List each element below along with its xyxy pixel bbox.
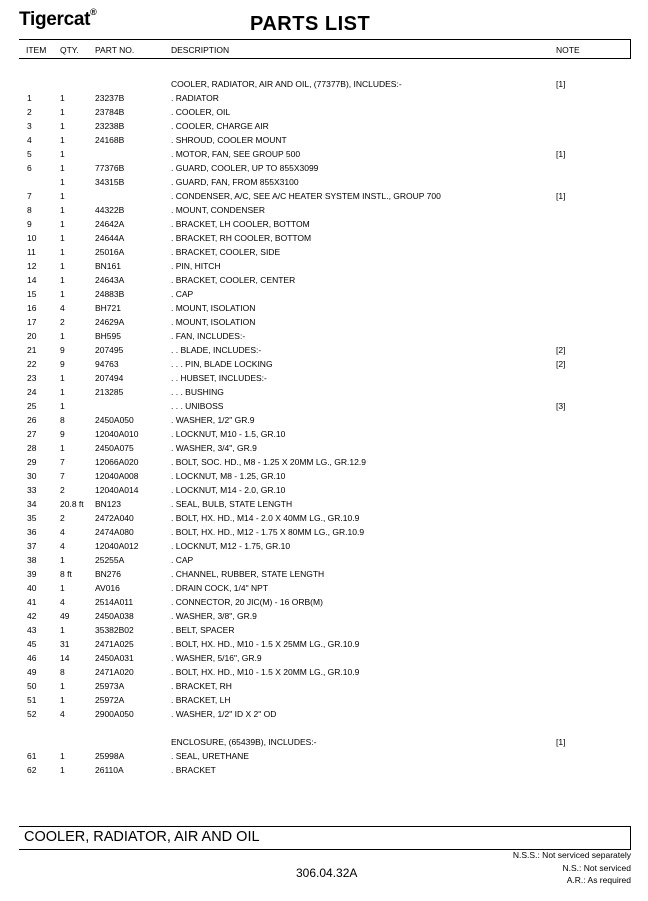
row-part-number: 77376B [95, 163, 125, 173]
page-number: 306.04.32A [296, 866, 358, 880]
column-header-part: PART NO. [95, 45, 135, 55]
table-row [0, 679, 648, 693]
row-qty: 1 [60, 583, 65, 593]
row-item: 50 [27, 681, 37, 691]
table-row [0, 567, 648, 581]
table-row [0, 245, 648, 259]
row-description: . WASHER, 5/16", GR.9 [171, 653, 262, 663]
row-description: . BOLT, HX. HD., M10 - 1.5 X 25MM LG., GR.10.9 [171, 639, 360, 649]
column-header-item: ITEM [26, 45, 47, 55]
row-part-number: 25972A [95, 695, 125, 705]
table-row [0, 217, 648, 231]
row-item: 26 [27, 415, 37, 425]
row-description: . BOLT, HX. HD., M14 - 2.0 X 40MM LG., GR.10.9 [171, 513, 360, 523]
column-header-qty: QTY. [60, 45, 79, 55]
row-item: 14 [27, 275, 37, 285]
row-description: . FAN, INCLUDES:- [171, 331, 246, 341]
row-description: . DRAIN COCK, 1/4" NPT [171, 583, 269, 593]
row-part-number: 24643A [95, 275, 125, 285]
brand-mark: ® [90, 6, 97, 17]
row-item: 25 [27, 401, 37, 411]
row-note: [1] [556, 79, 566, 89]
row-qty: 1 [60, 93, 65, 103]
table-row [0, 175, 648, 189]
row-description: . . . BUSHING [171, 387, 224, 397]
row-description: . BRACKET [171, 765, 216, 775]
row-item: 39 [27, 569, 37, 579]
row-item: 5 [27, 149, 32, 159]
row-description: . CAP [171, 289, 194, 299]
column-header-note: NOTE [556, 45, 580, 55]
row-qty: 1 [60, 373, 65, 383]
row-item: 46 [27, 653, 37, 663]
row-item: 10 [27, 233, 37, 243]
row-description: . . HUBSET, INCLUDES:- [171, 373, 267, 383]
row-description: . BRACKET, LH [171, 695, 231, 705]
row-part-number: 94763 [95, 359, 119, 369]
row-part-number: 23237B [95, 93, 125, 103]
row-item: 15 [27, 289, 37, 299]
table-row [0, 203, 648, 217]
row-qty: 4 [60, 303, 65, 313]
row-description: . SHROUD, COOLER MOUNT [171, 135, 287, 145]
row-qty: 31 [60, 639, 70, 649]
table-row [0, 147, 648, 161]
row-part-number: 23238B [95, 121, 125, 131]
row-description: . MOTOR, FAN, SEE GROUP 500 [171, 149, 301, 159]
row-description: . . . PIN, BLADE LOCKING [171, 359, 273, 369]
row-qty: 1 [60, 107, 65, 117]
row-part-number: 25255A [95, 555, 125, 565]
row-qty: 1 [60, 177, 65, 187]
row-qty: 1 [60, 163, 65, 173]
row-part-number: 2472A040 [95, 513, 134, 523]
row-part-number: 2514A011 [95, 597, 134, 607]
row-qty: 1 [60, 289, 65, 299]
row-item: 40 [27, 583, 37, 593]
table-row [0, 721, 648, 735]
row-description: . . . UNIBOSS [171, 401, 224, 411]
row-qty: 9 [60, 359, 65, 369]
row-item: 41 [27, 597, 37, 607]
row-qty: 7 [60, 457, 65, 467]
row-part-number: 26110A [95, 765, 124, 775]
row-item: 43 [27, 625, 37, 635]
row-qty: 1 [60, 765, 65, 775]
row-part-number: 12040A008 [95, 471, 139, 481]
row-item: 4 [27, 135, 32, 145]
row-item: 23 [27, 373, 37, 383]
row-part-number: 24168B [95, 135, 125, 145]
table-row [0, 651, 648, 665]
row-description: . LOCKNUT, M12 - 1.75, GR.10 [171, 541, 291, 551]
row-qty: 8 [60, 415, 65, 425]
row-part-number: 2450A038 [95, 611, 134, 621]
row-description: . CHANNEL, RUBBER, STATE LENGTH [171, 569, 325, 579]
row-part-number: 24883B [95, 289, 125, 299]
row-part-number: 34315B [95, 177, 125, 187]
table-row [0, 539, 648, 553]
row-item: 34 [27, 499, 37, 509]
row-item: 33 [27, 485, 37, 495]
table-row [0, 735, 648, 749]
row-item: 52 [27, 709, 37, 719]
row-qty: 1 [60, 219, 65, 229]
row-item: 9 [27, 219, 32, 229]
row-description: . CONNECTOR, 20 JIC(M) - 16 ORB(M) [171, 597, 323, 607]
row-part-number: 23784B [95, 107, 125, 117]
row-part-number: BH595 [95, 331, 121, 341]
row-item: 11 [27, 247, 36, 257]
table-row [0, 623, 648, 637]
table-row [0, 455, 648, 469]
row-item: 36 [27, 527, 37, 537]
row-item: 28 [27, 443, 37, 453]
row-description: . GUARD, COOLER, UP TO 855X3099 [171, 163, 319, 173]
table-row [0, 469, 648, 483]
row-item: 21 [27, 345, 37, 355]
row-item: 24 [27, 387, 37, 397]
row-note: [1] [556, 149, 566, 159]
row-note: [2] [556, 345, 566, 355]
row-description: . . BLADE, INCLUDES:- [171, 345, 262, 355]
row-part-number: 12040A010 [95, 429, 139, 439]
row-description: . MOUNT, CONDENSER [171, 205, 265, 215]
table-row [0, 511, 648, 525]
row-item: 22 [27, 359, 37, 369]
table-row [0, 315, 648, 329]
row-description: . WASHER, 3/4", GR.9 [171, 443, 257, 453]
row-qty: 9 [60, 345, 65, 355]
row-part-number: 2450A075 [95, 443, 134, 453]
row-qty: 1 [60, 149, 65, 159]
row-description: . BRACKET, COOLER, SIDE [171, 247, 281, 257]
row-part-number: 35382B02 [95, 625, 134, 635]
legend-nss: N.S.S.: Not serviced separately [512, 850, 631, 860]
row-part-number: AV016 [95, 583, 120, 593]
row-item: 1 [27, 93, 32, 103]
row-item: 42 [27, 611, 37, 621]
table-row [0, 609, 648, 623]
row-description: . BOLT, HX. HD., M10 - 1.5 X 20MM LG., GR.10.9 [171, 667, 360, 677]
table-row [0, 77, 648, 91]
row-qty: 1 [60, 401, 65, 411]
row-qty: 1 [60, 751, 65, 761]
row-qty: 1 [60, 443, 65, 453]
row-part-number: 12066A020 [95, 457, 139, 467]
row-item: 17 [27, 317, 37, 327]
row-part-number: 207495 [95, 345, 124, 355]
row-note: [1] [556, 191, 566, 201]
row-description: . BOLT, HX. HD., M12 - 1.75 X 80MM LG., GR.10.9 [171, 527, 365, 537]
row-qty: 1 [60, 233, 65, 243]
page-title: PARTS LIST [250, 13, 371, 35]
row-part-number: 44322B [95, 205, 125, 215]
row-description: ENCLOSURE, (65439B), INCLUDES:- [171, 737, 317, 747]
row-item: 2 [27, 107, 32, 117]
row-item: 16 [27, 303, 37, 313]
row-description: . COOLER, OIL [171, 107, 231, 117]
table-row [0, 287, 648, 301]
row-item: 7 [27, 191, 32, 201]
row-qty: 49 [60, 611, 70, 621]
table-row [0, 385, 648, 399]
row-qty: 1 [60, 205, 65, 215]
row-qty: 1 [60, 261, 65, 271]
row-part-number: 2450A050 [95, 415, 134, 425]
row-description: . BRACKET, LH COOLER, BOTTOM [171, 219, 310, 229]
row-qty: 1 [60, 135, 65, 145]
row-part-number: 12040A014 [95, 485, 139, 495]
table-row [0, 119, 648, 133]
row-item: 30 [27, 471, 37, 481]
row-part-number: 12040A012 [95, 541, 139, 551]
row-qty: 1 [60, 695, 65, 705]
row-part-number: 2450A031 [95, 653, 134, 663]
row-note: [2] [556, 359, 566, 369]
table-row [0, 749, 648, 763]
row-description: . BRACKET, RH [171, 681, 232, 691]
row-part-number: 2471A020 [95, 667, 134, 677]
table-row [0, 273, 648, 287]
row-qty: 4 [60, 709, 65, 719]
row-item: 29 [27, 457, 37, 467]
row-note: [3] [556, 401, 566, 411]
row-part-number: 24629A [95, 317, 125, 327]
table-row [0, 133, 648, 147]
row-part-number: 25016A [95, 247, 125, 257]
row-part-number: BN276 [95, 569, 121, 579]
row-description: . CAP [171, 555, 194, 565]
row-item: 38 [27, 555, 37, 565]
row-part-number: 25973A [95, 681, 125, 691]
row-item: 12 [27, 261, 37, 271]
table-row [0, 413, 648, 427]
table-row [0, 707, 648, 721]
table-row [0, 595, 648, 609]
table-row [0, 105, 648, 119]
row-qty: 1 [60, 247, 65, 257]
row-note: [1] [556, 737, 566, 747]
row-qty: 1 [60, 555, 65, 565]
table-row [0, 329, 648, 343]
row-part-number: BN161 [95, 261, 121, 271]
row-qty: 4 [60, 597, 65, 607]
row-part-number: 213285 [95, 387, 124, 397]
row-qty: 1 [60, 275, 65, 285]
row-description: . SEAL, URETHANE [171, 751, 249, 761]
table-row [0, 553, 648, 567]
table-row [0, 231, 648, 245]
table-row [0, 497, 648, 511]
legend-ns: N.S.: Not serviced [562, 862, 631, 873]
row-description: . WASHER, 1/2" GR.9 [171, 415, 255, 425]
row-description: . SEAL, BULB, STATE LENGTH [171, 499, 293, 509]
table-row [0, 693, 648, 707]
table-row [0, 581, 648, 595]
row-qty: 4 [60, 541, 65, 551]
row-description: COOLER, RADIATOR, AIR AND OIL, (77377B), INCLUDES:- [171, 79, 402, 89]
abbreviation-legend [513, 849, 631, 887]
row-description: . WASHER, 1/2" ID X 2" OD [171, 709, 277, 719]
legend-ar: A.R.: As required [566, 875, 631, 885]
row-part-number: 207494 [95, 373, 124, 383]
parts-table [0, 77, 648, 777]
row-part-number: 25998A [95, 751, 125, 761]
row-qty: 8 ft [60, 569, 72, 579]
row-description: . GUARD, FAN, FROM 855X3100 [171, 177, 299, 187]
table-row [0, 301, 648, 315]
row-description: . BRACKET, RH COOLER, BOTTOM [171, 233, 312, 243]
row-qty: 4 [60, 527, 65, 537]
row-qty: 20.8 ft [60, 499, 84, 509]
row-qty: 1 [60, 191, 65, 201]
row-qty: 2 [60, 317, 65, 327]
row-description: . CONDENSER, A/C, SEE A/C HEATER SYSTEM INSTL., GROUP 700 [171, 191, 441, 201]
row-description: . PIN, HITCH [171, 261, 221, 271]
row-part-number: BN123 [95, 499, 121, 509]
row-qty: 1 [60, 681, 65, 691]
row-qty: 2 [60, 485, 65, 495]
row-qty: 7 [60, 471, 65, 481]
row-qty: 1 [60, 625, 65, 635]
row-part-number: 24644A [95, 233, 125, 243]
row-item: 27 [27, 429, 37, 439]
table-row [0, 343, 648, 357]
row-qty: 8 [60, 667, 65, 677]
table-row [0, 525, 648, 539]
row-item: 35 [27, 513, 37, 523]
column-header-description: DESCRIPTION [171, 45, 230, 55]
brand-name: Tigercat [19, 9, 91, 30]
row-description: . BELT, SPACER [171, 625, 235, 635]
row-description: . MOUNT, ISOLATION [171, 303, 256, 313]
row-qty: 14 [60, 653, 70, 663]
row-description: . WASHER, 3/8", GR.9 [171, 611, 257, 621]
row-item: 62 [27, 765, 37, 775]
row-qty: 1 [60, 387, 65, 397]
row-item: 6 [27, 163, 32, 173]
table-row [0, 637, 648, 651]
table-row [0, 91, 648, 105]
row-description: . MOUNT, ISOLATION [171, 317, 256, 327]
row-description: . RADIATOR [171, 93, 219, 103]
table-row [0, 189, 648, 203]
row-item: 37 [27, 541, 37, 551]
row-item: 45 [27, 639, 37, 649]
row-item: 51 [27, 695, 37, 705]
row-item: 49 [27, 667, 37, 677]
table-row [0, 441, 648, 455]
table-row [0, 357, 648, 371]
row-part-number: 2471A025 [95, 639, 134, 649]
row-part-number: BH721 [95, 303, 121, 313]
row-description: . BOLT, SOC. HD., M8 - 1.25 X 20MM LG., GR.12.9 [171, 457, 366, 467]
row-description: . BRACKET, COOLER, CENTER [171, 275, 296, 285]
row-qty: 1 [60, 121, 65, 131]
table-row [0, 665, 648, 679]
table-row [0, 427, 648, 441]
table-row [0, 371, 648, 385]
table-row [0, 483, 648, 497]
section-title: COOLER, RADIATOR, AIR AND OIL [24, 829, 260, 845]
row-description: . LOCKNUT, M14 - 2.0, GR.10 [171, 485, 286, 495]
row-part-number: 2474A080 [95, 527, 134, 537]
row-description: . LOCKNUT, M8 - 1.25, GR.10 [171, 471, 286, 481]
row-part-number: 2900A050 [95, 709, 134, 719]
row-qty: 9 [60, 429, 65, 439]
row-item: 61 [27, 751, 37, 761]
row-part-number: 24642A [95, 219, 125, 229]
row-qty: 1 [60, 331, 65, 341]
row-qty: 2 [60, 513, 65, 523]
row-item: 8 [27, 205, 32, 215]
table-row [0, 259, 648, 273]
table-row [0, 763, 648, 777]
table-row [0, 161, 648, 175]
row-item: 3 [27, 121, 32, 131]
row-description: . LOCKNUT, M10 - 1.5, GR.10 [171, 429, 286, 439]
row-item: 20 [27, 331, 37, 341]
table-row [0, 399, 648, 413]
row-description: . COOLER, CHARGE AIR [171, 121, 269, 131]
brand-logo [19, 6, 97, 31]
